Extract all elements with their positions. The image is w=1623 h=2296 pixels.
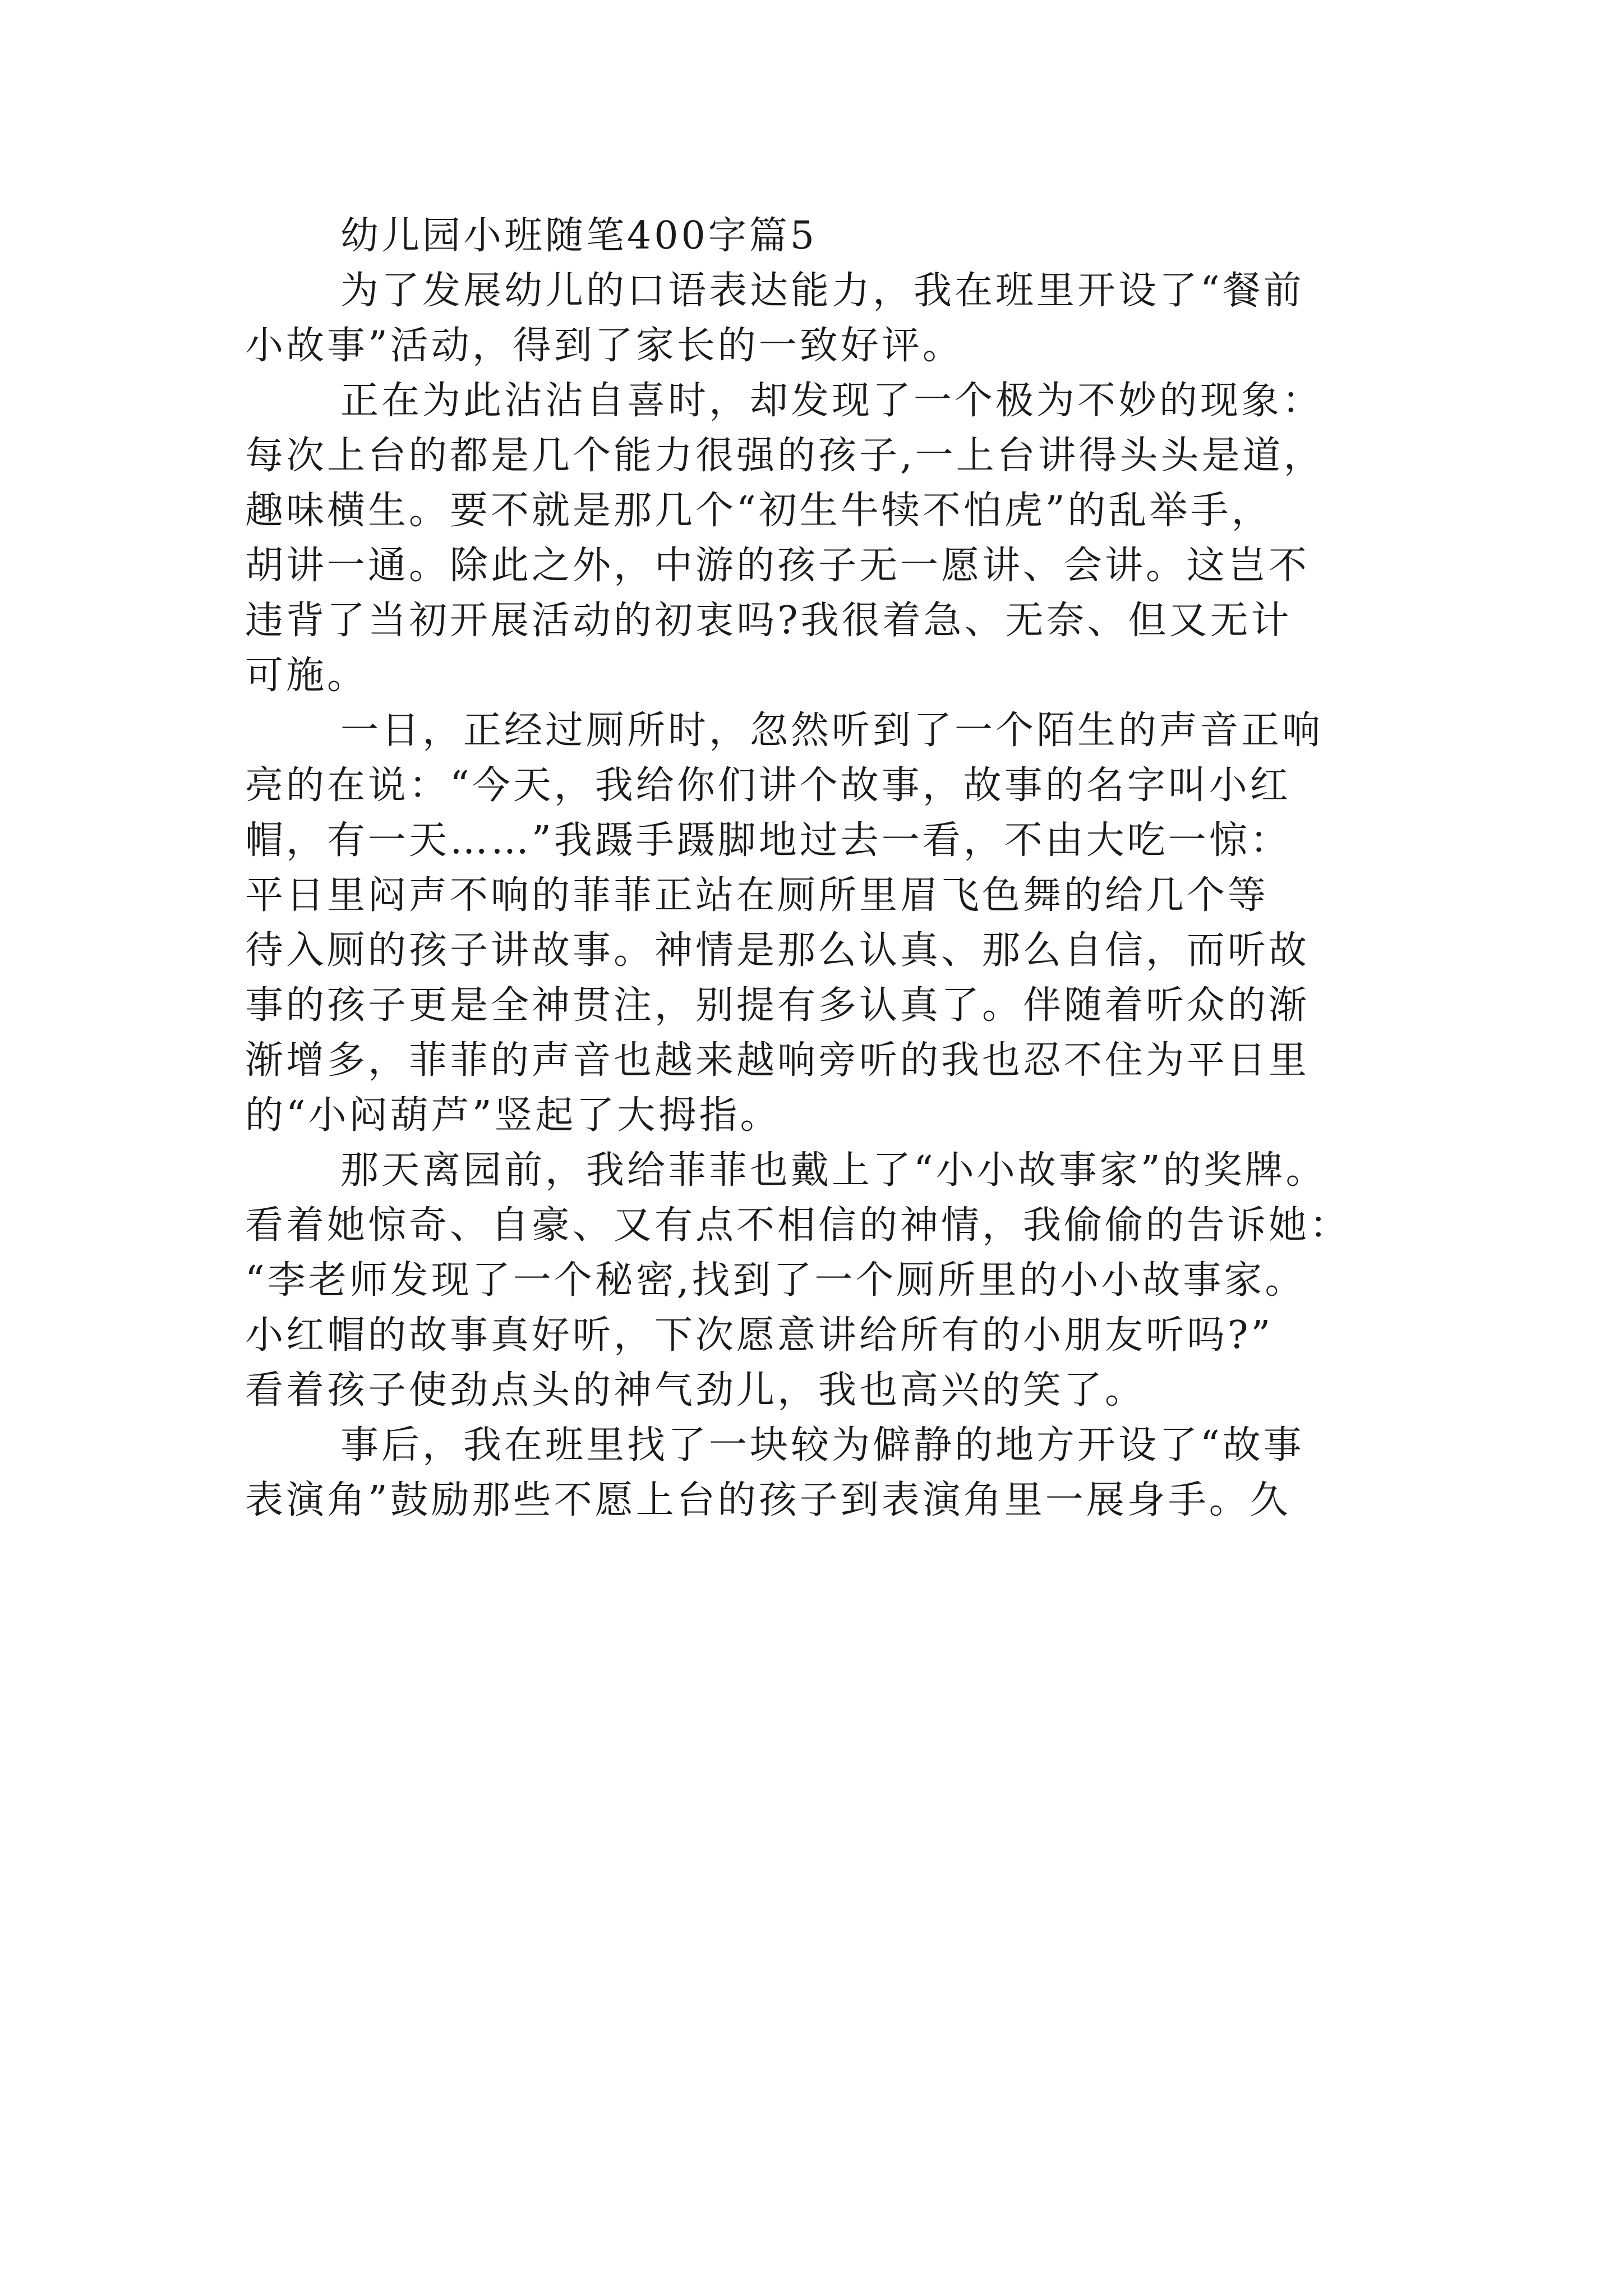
paragraph-2-line-6: 可施。 bbox=[245, 654, 368, 698]
paragraph-2-line-2: 每次上台的都是几个能力很强的孩子,一上台讲得头头是道， bbox=[245, 434, 1325, 478]
paragraph-3-line-5: 待入厕的孩子讲故事。神情是那么认真、那么自信，而听故 bbox=[245, 928, 1310, 973]
paragraph-3-line-3: 帽，有一天……”我蹑手蹑脚地过去一看，不由大吃一惊： bbox=[245, 818, 1291, 863]
paragraph-4-line-3: “李老师发现了一个秘密,找到了一个厕所里的小小故事家。 bbox=[245, 1258, 1306, 1303]
document-body bbox=[245, 209, 1389, 1528]
paragraph-3-line-2: 亮的在说：“今天，我给你们讲个故事，故事的名字叫小红 bbox=[245, 763, 1291, 808]
paragraph-1-line-1: 为了发展幼儿的口语表达能力，我在班里开设了“餐前 bbox=[340, 269, 1304, 313]
paragraph-3-line-6: 事的孩子更是全神贯注，别提有多认真了。伴随着听众的渐 bbox=[245, 983, 1310, 1028]
paragraph-4-line-1: 那天离园前，我给菲菲也戴上了“小小故事家”的奖牌。 bbox=[340, 1148, 1327, 1193]
paragraph-1-line-2: 小故事”活动，得到了家长的一致好评。 bbox=[245, 324, 963, 368]
paragraph-4-line-4: 小红帽的故事真好听，下次愿意讲给所有的小朋友听吗?” bbox=[245, 1313, 1274, 1358]
paragraph-3-line-7: 渐增多，菲菲的声音也越来越响旁听的我也忍不住为平日里 bbox=[245, 1038, 1310, 1083]
paragraph-3-line-4: 平日里闷声不响的菲菲正站在厕所里眉飞色舞的给几个等 bbox=[245, 873, 1269, 918]
paragraph-5-line-2: 表演角”鼓励那些不愿上台的孩子到表演角里一展身手。久 bbox=[245, 1478, 1291, 1522]
paragraph-2-line-4: 胡讲一通。除此之外，中游的孩子无一愿讲、会讲。这岂不 bbox=[245, 544, 1310, 588]
paragraph-5-line-1: 事后，我在班里找了一块较为僻静的地方开设了“故事 bbox=[340, 1423, 1304, 1467]
paragraph-2-line-3: 趣味横生。要不就是那几个“初生牛犊不怕虎”的乱举手， bbox=[245, 489, 1272, 533]
section-title: 幼儿园小班随笔400字篇5 bbox=[340, 214, 818, 258]
paragraph-3-line-8: 的“小闷葫芦”竖起了大拇指。 bbox=[245, 1093, 781, 1138]
paragraph-4-line-2: 看着她惊奇、自豪、又有点不相信的神情，我偷偷的告诉她： bbox=[245, 1203, 1351, 1248]
paragraph-4-line-5: 看着孩子使劲点头的神气劲儿，我也高兴的笑了。 bbox=[245, 1368, 1146, 1412]
paragraph-3-line-1: 一日，正经过厕所时，忽然听到了一个陌生的声音正响 bbox=[340, 708, 1324, 753]
paragraph-2-line-5: 违背了当初开展活动的初衷吗?我很着急、无奈、但又无计 bbox=[245, 599, 1292, 643]
paragraph-2-line-1: 正在为此沾沾自喜时，却发现了一个极为不妙的现象： bbox=[340, 379, 1324, 423]
